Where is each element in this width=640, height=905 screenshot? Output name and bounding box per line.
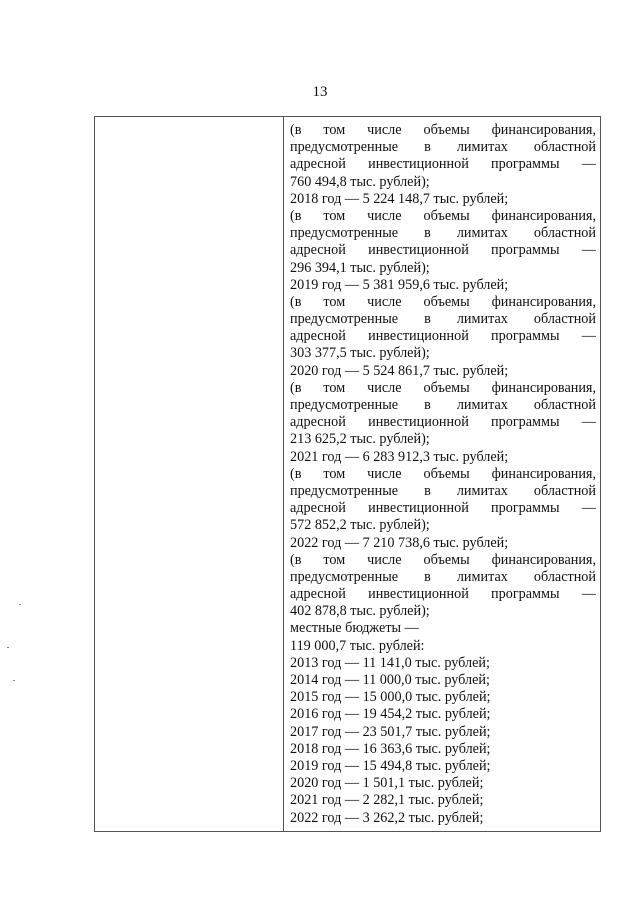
text-line: 296 394,1 тыс. рублей); bbox=[290, 259, 430, 276]
text-line: 2019 год — 5 381 959,6 тыс. рублей; bbox=[290, 276, 509, 293]
page-number: 13 bbox=[312, 84, 328, 100]
text-line: 760 494,8 тыс. рублей); bbox=[290, 173, 430, 190]
scan-mark bbox=[19, 604, 21, 605]
text-line: (в том числе объемы финансирования, bbox=[290, 379, 596, 396]
text-line: местные бюджеты — bbox=[290, 620, 419, 637]
text-line: 2017 год — 23 501,7 тыс. рублей; bbox=[290, 723, 491, 740]
document-table bbox=[94, 116, 601, 832]
text-line: 2019 год — 15 494,8 тыс. рублей; bbox=[290, 757, 491, 774]
text-line: предусмотренные в лимитах областной bbox=[290, 311, 596, 328]
text-line: 303 377,5 тыс. рублей); bbox=[290, 345, 430, 362]
text-line: адресной инвестиционной программы — bbox=[290, 156, 596, 173]
text-line: (в том числе объемы финансирования, bbox=[290, 551, 596, 568]
text-line: адресной инвестиционной программы — bbox=[290, 328, 596, 345]
text-line: 2018 год — 5 224 148,7 тыс. рублей; bbox=[290, 190, 509, 207]
text-line: (в том числе объемы финансирования, bbox=[290, 122, 596, 138]
text-line: предусмотренные в лимитах областной bbox=[290, 139, 596, 156]
text-line: адресной инвестиционной программы — bbox=[290, 500, 596, 517]
text-line: 2015 год — 15 000,0 тыс. рублей; bbox=[290, 689, 491, 706]
text-line: 402 878,8 тыс. рублей); bbox=[290, 603, 430, 620]
text-line: 572 852,2 тыс. рублей); bbox=[290, 517, 430, 534]
text-line: 2021 год — 2 282,1 тыс. рублей; bbox=[290, 792, 484, 809]
text-line: 2021 год — 6 283 912,3 тыс. рублей; bbox=[290, 448, 509, 465]
scan-mark bbox=[13, 680, 15, 681]
text-line: 2020 год — 5 524 861,7 тыс. рублей; bbox=[290, 362, 509, 379]
text-line: 119 000,7 тыс. рублей: bbox=[290, 637, 425, 654]
text-line: предусмотренные в лимитах областной bbox=[290, 397, 596, 413]
text-line: 2022 год — 3 262,2 тыс. рублей; bbox=[290, 809, 484, 826]
text-line: адресной инвестиционной программы — bbox=[290, 414, 596, 431]
scan-mark bbox=[7, 647, 9, 648]
table-left-column bbox=[95, 117, 284, 831]
text-line: адресной инвестиционной программы — bbox=[290, 586, 596, 603]
text-line: (в том числе объемы финансирования, bbox=[290, 465, 596, 482]
text-line: 2020 год — 1 501,1 тыс. рублей; bbox=[290, 775, 484, 792]
table-right-column bbox=[290, 122, 596, 827]
text-line: 2014 год — 11 000,0 тыс. рублей; bbox=[290, 672, 490, 688]
text-line: предусмотренные в лимитах областной bbox=[290, 568, 596, 585]
text-line: 2016 год — 19 454,2 тыс. рублей; bbox=[290, 706, 491, 723]
text-line: 2018 год — 16 363,6 тыс. рублей; bbox=[290, 740, 491, 757]
text-line: 2022 год — 7 210 738,6 тыс. рублей; bbox=[290, 534, 509, 551]
text-line: предусмотренные в лимитах областной bbox=[290, 482, 596, 499]
text-line: 2013 год — 11 141,0 тыс. рублей; bbox=[290, 654, 490, 671]
text-line: предусмотренные в лимитах областной bbox=[290, 225, 596, 242]
text-line: адресной инвестиционной программы — bbox=[290, 242, 596, 259]
text-line: (в том числе объемы финансирования, bbox=[290, 293, 596, 310]
text-line: 213 625,2 тыс. рублей); bbox=[290, 431, 430, 448]
text-line: (в том числе объемы финансирования, bbox=[290, 207, 596, 224]
